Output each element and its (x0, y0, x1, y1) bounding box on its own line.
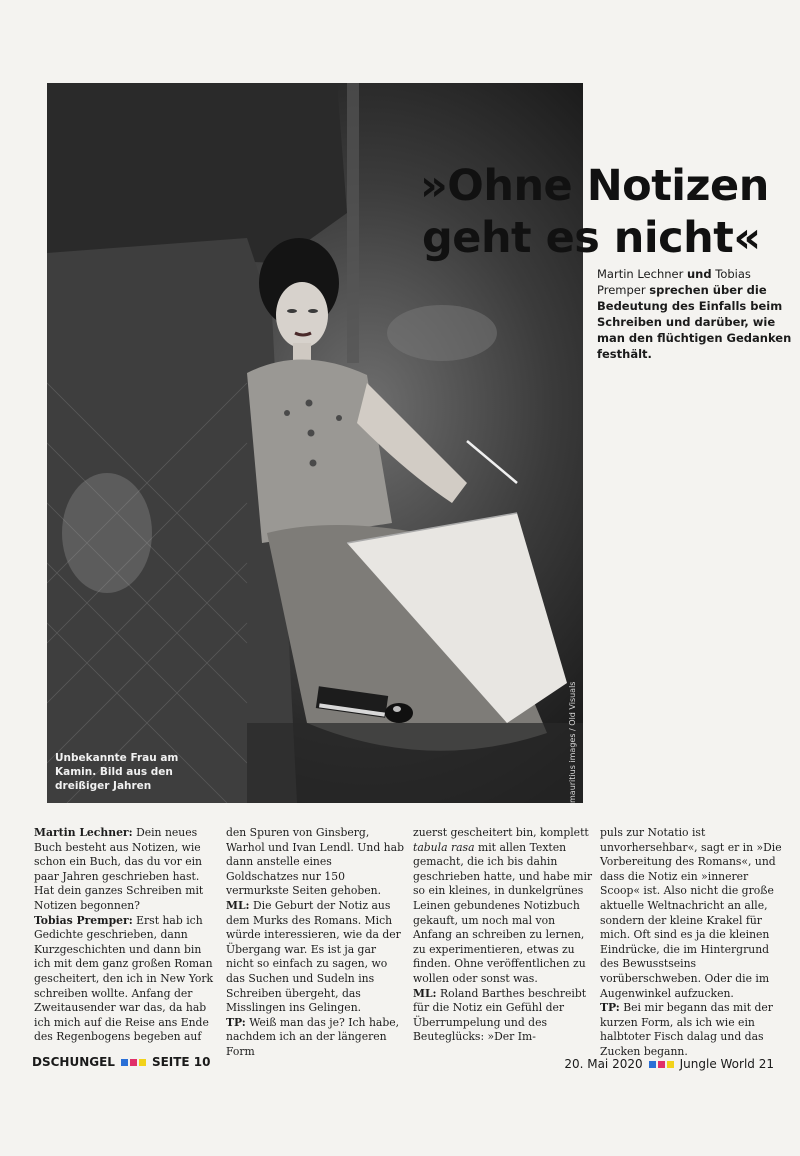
article-headline (420, 160, 790, 264)
footer-issue (564, 1057, 774, 1071)
italic-phrase: tabula rasa (413, 840, 475, 854)
paragraph (226, 899, 406, 1016)
red-square (658, 1061, 665, 1068)
paragraph (226, 826, 406, 899)
deck-text: sprechen über die Bedeutung des Einfalls beim Schreiben und darüber, wie man den flüchtigen Gedanken festhält. (597, 283, 792, 361)
paragraph-text: puls zur Notatio ist unvorhersehbar«, sagt er in »Die Vorbereitung des Romans«, und dass die Notiz ein »innerer Scoop« ist. Also nicht die große aktuelle Weltnachricht an alle, sondern der kleine Krakel für mich. Oft sind es ja die kleinen Eindrücke, die im Hintergrund des Bewusstseins vorüberschweben. Oder die im Augenwinkel aufzucken. (600, 826, 782, 1000)
speaker-label: Martin Lechner: (34, 826, 133, 839)
body-column-3 (413, 826, 593, 1045)
deck-author-1: Martin Lechner (597, 267, 684, 281)
paragraph-text: Bei mir begann das mit der kurzen Form, als ich wie ein halbtoter Fisch dalag und das Zucken begann. (600, 1001, 773, 1058)
speaker-label: Tobias Premper: (34, 913, 133, 927)
section-name: DSCHUNGEL (32, 1055, 115, 1069)
paragraph (413, 826, 593, 987)
footer-section (32, 1055, 211, 1069)
blue-square (649, 1061, 656, 1068)
body-column-2 (226, 826, 406, 1060)
page-number: SEITE 10 (151, 1055, 211, 1069)
speaker-label: ML: (226, 898, 250, 912)
issue-date: 20. Mai 2020 (564, 1057, 643, 1071)
headline-line-1: »Ohne Notizen (420, 161, 769, 211)
deck-and: und (687, 267, 712, 281)
paragraph (34, 826, 214, 914)
blue-square (121, 1059, 128, 1066)
paragraph-text: Roland Barthes beschreibt für die Notiz ein Gefühl der Überrumpelung und des Beuteglücks: »Der Im- (413, 986, 587, 1044)
paragraph (600, 826, 782, 1001)
paragraph-text: mit allen Texten gemacht, die ich bis dahin geschrieben hatte, und habe mir so ein kleines, in dunkelgrünes Leinen gebundenes Notizbuch gekauft, um noch mal von Anfang an schreiben zu lernen, zu experimentieren, etwas zu finden. Ohne veröffentlichen zu wollen oder sonst was. (413, 840, 593, 985)
yellow-square (139, 1059, 146, 1066)
paragraph-text: Weiß man das je? Ich habe, nachdem ich an der längeren Form (226, 1015, 400, 1058)
speaker-label: TP: (226, 1015, 246, 1029)
paragraph-text: Die Geburt der Notiz aus dem Murks des Romans. Mich würde interessieren, wie da der Übergang war. Es ist ja gar nicht so einfach zu sagen, wo das Suchen und Sudeln ins Schreiben übergeht, das Misslingen ins Gelingen. (226, 898, 401, 1015)
speaker-label: ML: (413, 986, 437, 1000)
photo-caption: Unbekannte Frau am Kamin. Bild aus den dreißiger Jahren (55, 752, 179, 792)
article-deck (597, 266, 793, 362)
paragraph-text: den Spuren von Ginsberg, Warhol und Ivan Lendl. Und hab dann anstelle eines Goldschatzes nur 150 vermurkste Seiten gehoben. (226, 826, 404, 898)
deck-author-2: Tobias Premper (597, 267, 751, 297)
paragraph-text: Erst hab ich Gedichte geschrieben, dann Kurzgeschichten und dann bin ich mit dem ganz großen Roman gescheitert, den ich in New York schreiben wollte. Anfang der Zweitausender war das, da hab ich mich auf die Reise ans Ende des Regenbogens begeben auf (34, 913, 214, 1044)
red-square (130, 1059, 137, 1066)
paragraph (226, 1016, 406, 1060)
speaker-label: TP: (600, 1001, 620, 1015)
yellow-square (667, 1061, 674, 1068)
photo-credit: mauritius images / Old Visuals (568, 681, 577, 803)
color-squares-icon (121, 1059, 146, 1066)
paragraph (600, 1001, 782, 1059)
paragraph-text: zuerst gescheitert bin, komplett (413, 826, 589, 839)
body-column-1 (34, 826, 214, 1045)
headline-line-2: geht es nicht« (422, 213, 761, 263)
body-column-4 (600, 826, 782, 1060)
paragraph (413, 987, 593, 1045)
paragraph (34, 914, 214, 1045)
paragraph-text: Dein neues Buch besteht aus Notizen, wie schon ein Buch, das du vor ein paar Jahren geschrieben hast. Hat dein ganzes Schreiben mit Notizen begonnen? (34, 826, 204, 912)
color-squares-icon (649, 1061, 674, 1068)
issue-name: Jungle World 21 (679, 1057, 774, 1071)
